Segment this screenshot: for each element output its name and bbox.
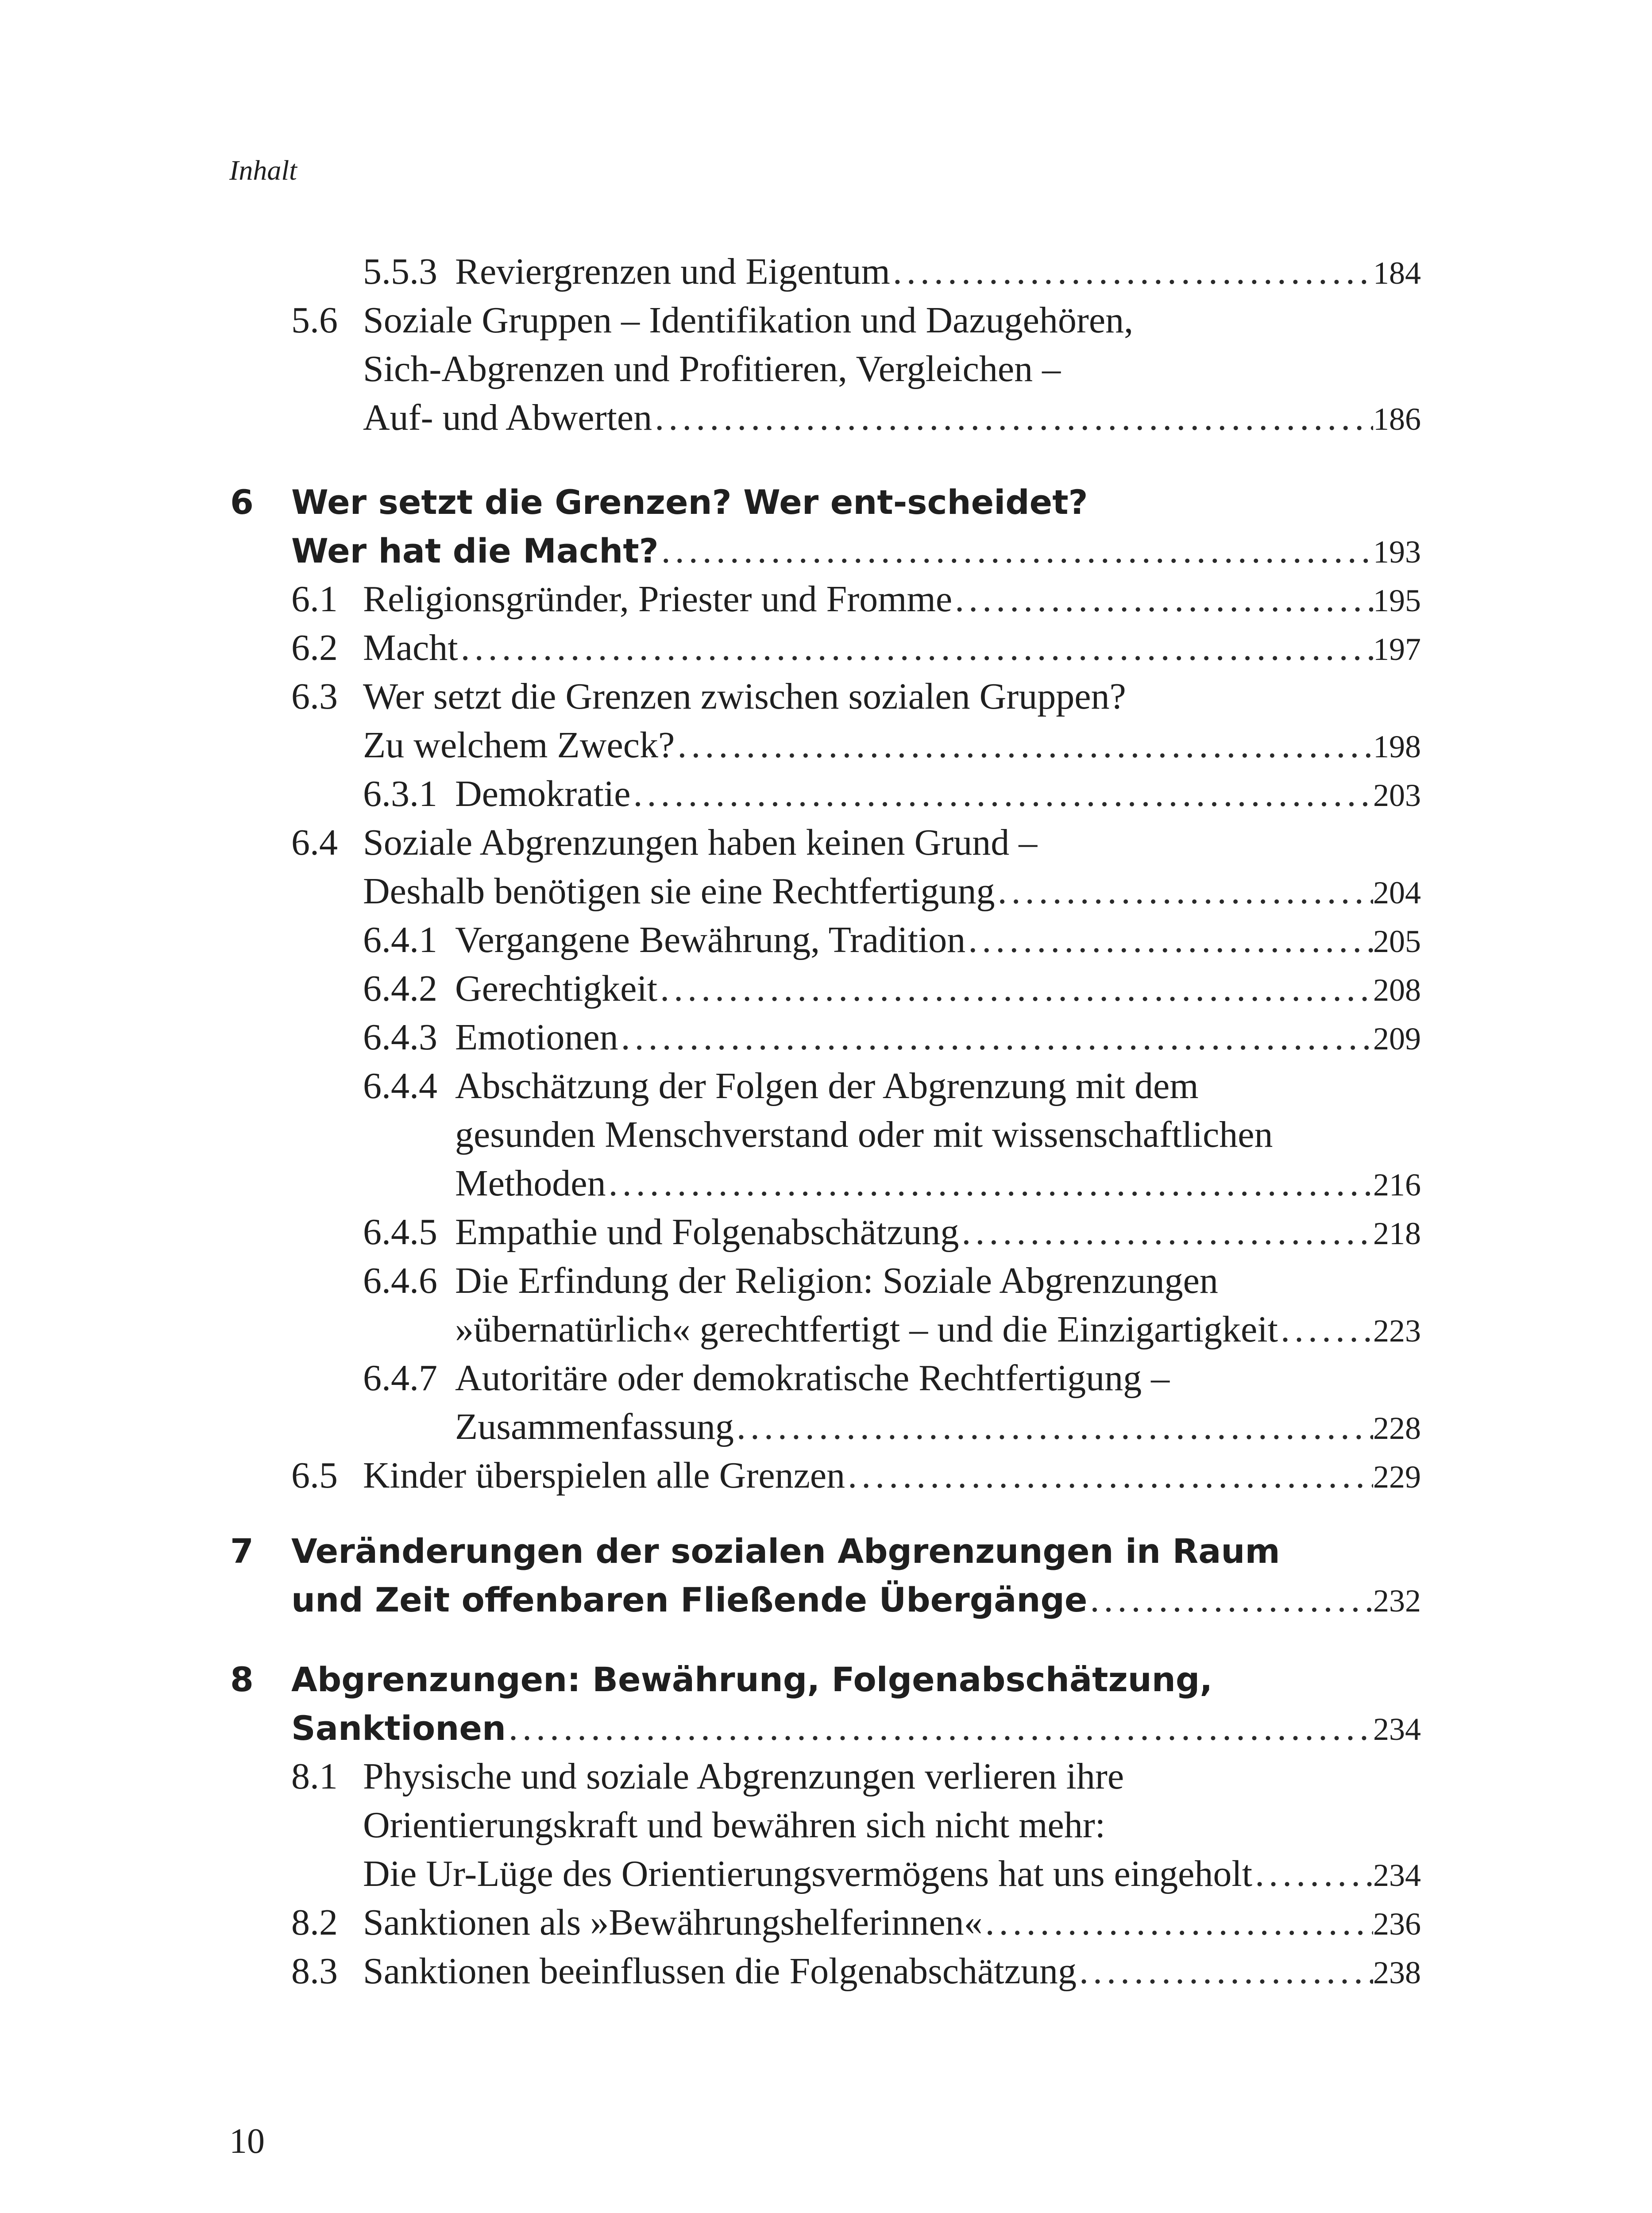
- chapter-title-line-1: Abgrenzungen: Bewährung, Folgenabschätzung,: [291, 1660, 1213, 1699]
- dot-leader: [952, 578, 1373, 621]
- entry-title-line-3: Auf- und Abwerten: [363, 397, 652, 438]
- entry-number: 6.5: [291, 1455, 338, 1496]
- entry-title-line-1: Autoritäre oder demokratische Rechtfertigung –: [455, 1357, 1170, 1399]
- entry-leader-line: [291, 1706, 1421, 1749]
- entry-leader-line: [363, 724, 1421, 767]
- entry-number: 6.3.1: [363, 773, 437, 814]
- entry-leader-line: [455, 1405, 1421, 1448]
- entry-title: Vergangene Bewährung, Tradition: [455, 919, 966, 960]
- entry-leader-line: [363, 396, 1421, 439]
- entry-title-line-1: Die Erfindung der Religion: Soziale Abgrenzungen: [455, 1260, 1218, 1301]
- page-number: 234: [1373, 1858, 1421, 1893]
- entry-leader-line: [363, 1901, 1421, 1944]
- dot-leader: [458, 626, 1373, 669]
- entry-title-line-2: Orientierungskraft und bewähren sich nicht mehr:: [363, 1804, 1106, 1846]
- entry-number: 6.2: [291, 627, 338, 668]
- entry-number: 6.4.6: [363, 1260, 437, 1301]
- entry-number: 5.6: [291, 300, 338, 341]
- entry-number: 6.1: [291, 578, 338, 620]
- dot-leader: [675, 724, 1373, 767]
- entry-title-line-2: Deshalb benötigen sie eine Rechtfertigung: [363, 871, 995, 912]
- page-number: 218: [1373, 1216, 1421, 1251]
- dot-leader: [618, 1016, 1373, 1059]
- entry-number: 6.4.5: [363, 1211, 437, 1253]
- entry-title-line-2: »übernatürlich« gerechtfertigt – und die Einzigartigkeit: [455, 1309, 1278, 1350]
- dot-leader: [1087, 1578, 1373, 1621]
- page-number: 195: [1373, 583, 1421, 618]
- entry-leader-line: [455, 1016, 1421, 1059]
- dot-leader: [890, 250, 1373, 293]
- entry-title: Gerechtigkeit: [455, 968, 658, 1009]
- entry-number: 8.2: [291, 1902, 338, 1943]
- entry-number: 6.4.1: [363, 919, 437, 960]
- entry-leader-line: [291, 529, 1421, 572]
- chapter-title-line-2: und Zeit offenbaren Fließende Übergänge: [291, 1580, 1088, 1619]
- entry-leader-line: [363, 1950, 1421, 1993]
- entry-title-line-3: Die Ur-Lüge des Orientierungsvermögens hat uns eingeholt: [363, 1853, 1253, 1894]
- entry-number: 5.5.3: [363, 251, 437, 292]
- entry-title-line-1: Soziale Abgrenzungen haben keinen Grund –: [363, 822, 1038, 863]
- dot-leader: [606, 1162, 1373, 1205]
- running-head: Inhalt: [229, 154, 297, 186]
- chapter-title-line-1: Veränderungen der sozialen Abgrenzungen in Raum: [291, 1531, 1280, 1571]
- entry-title-line-2: Zusammenfassung: [455, 1406, 734, 1447]
- entry-title: Reviergrenzen und Eigentum: [455, 251, 890, 292]
- entry-number: 6.4: [291, 822, 338, 863]
- page-number: 228: [1373, 1411, 1421, 1446]
- chapter-number: 6: [230, 482, 254, 522]
- page-number: 198: [1373, 729, 1421, 764]
- entry-number: 6.3: [291, 676, 338, 717]
- entry-number: 6.4.4: [363, 1065, 437, 1106]
- page-number: 193: [1373, 534, 1421, 570]
- entry-number: 6.4.7: [363, 1357, 437, 1399]
- entry-leader-line: [455, 1162, 1421, 1205]
- entry-leader-line: [363, 626, 1421, 669]
- page-number: 203: [1373, 778, 1421, 813]
- entry-number: 8.3: [291, 1951, 338, 1992]
- page-number: 205: [1373, 924, 1421, 959]
- chapter-number: 7: [230, 1531, 254, 1571]
- chapter-title-line-1: Wer setzt die Grenzen? Wer ent-scheidet?: [291, 482, 1088, 522]
- dot-leader: [965, 918, 1373, 961]
- entry-title-line-1: Physische und soziale Abgrenzungen verlieren ihre: [363, 1756, 1124, 1797]
- dot-leader: [659, 529, 1373, 572]
- entry-title: Sanktionen beeinflussen die Folgenabschätzung: [363, 1951, 1077, 1992]
- page-number: 204: [1373, 875, 1421, 910]
- entry-title: Religionsgründer, Priester und Fromme: [363, 578, 953, 620]
- page-number: 197: [1373, 632, 1421, 667]
- chapter-title-line-2: Sanktionen: [291, 1708, 506, 1748]
- dot-leader: [657, 967, 1373, 1010]
- entry-title-line-3: Methoden: [455, 1163, 606, 1204]
- dot-leader: [995, 870, 1373, 913]
- entry-title-line-1: Wer setzt die Grenzen zwischen sozialen Gruppen?: [363, 676, 1126, 717]
- entry-title: Kinder überspielen alle Grenzen: [363, 1455, 845, 1496]
- entry-leader-line: [363, 870, 1421, 913]
- entry-leader-line: [455, 772, 1421, 815]
- entry-number: 8.1: [291, 1756, 338, 1797]
- entry-title-line-2: Sich-Abgrenzen und Profitieren, Vergleichen –: [363, 348, 1061, 389]
- entry-leader-line: [291, 1578, 1421, 1621]
- entry-number: 6.4.3: [363, 1017, 437, 1058]
- entry-title-line-2: gesunden Menschverstand oder mit wissenschaftlichen: [455, 1114, 1273, 1155]
- entry-title-line-2: Zu welchem Zweck?: [363, 725, 675, 766]
- entry-title: Demokratie: [455, 773, 631, 814]
- entry-title-line-1: Soziale Gruppen – Identifikation und Dazugehören,: [363, 300, 1134, 341]
- dot-leader: [1077, 1950, 1373, 1993]
- entry-title: Emotionen: [455, 1017, 618, 1058]
- page-number: 232: [1373, 1583, 1421, 1619]
- dot-leader: [845, 1454, 1373, 1497]
- dot-leader: [1252, 1852, 1373, 1895]
- page-number: 209: [1373, 1021, 1421, 1056]
- entry-title-line-1: Abschätzung der Folgen der Abgrenzung mit dem: [455, 1065, 1199, 1106]
- dot-leader: [959, 1211, 1373, 1253]
- page-number: 184: [1373, 255, 1421, 291]
- entry-leader-line: [455, 250, 1421, 293]
- page-number: 236: [1373, 1906, 1421, 1942]
- dot-leader: [983, 1901, 1373, 1944]
- dot-leader: [652, 396, 1373, 439]
- entry-leader-line: [455, 1308, 1421, 1351]
- dot-leader: [1278, 1308, 1373, 1351]
- entry-leader-line: [363, 578, 1421, 621]
- page-number: 216: [1373, 1167, 1421, 1203]
- page-number: 208: [1373, 972, 1421, 1008]
- dot-leader: [734, 1405, 1373, 1448]
- dot-leader: [506, 1706, 1373, 1749]
- entry-leader-line: [455, 918, 1421, 961]
- entry-title: Empathie und Folgenabschätzung: [455, 1211, 959, 1253]
- entry-number: 6.4.2: [363, 968, 437, 1009]
- entry-title: Sanktionen als »Bewährungshelferinnen«: [363, 1902, 983, 1943]
- entry-leader-line: [455, 967, 1421, 1010]
- page-number: 234: [1373, 1712, 1421, 1747]
- page-number: 229: [1373, 1459, 1421, 1495]
- page-folio-number: 10: [229, 2122, 265, 2161]
- chapter-title-line-2: Wer hat die Macht?: [291, 531, 659, 571]
- entry-leader-line: [455, 1211, 1421, 1253]
- page-number: 223: [1373, 1313, 1421, 1349]
- dot-leader: [631, 772, 1374, 815]
- page-number: 238: [1373, 1955, 1421, 1990]
- page-number: 186: [1373, 401, 1421, 437]
- chapter-number: 8: [230, 1660, 254, 1699]
- entry-title: Macht: [363, 627, 458, 668]
- entry-leader-line: [363, 1454, 1421, 1497]
- entry-leader-line: [363, 1852, 1421, 1895]
